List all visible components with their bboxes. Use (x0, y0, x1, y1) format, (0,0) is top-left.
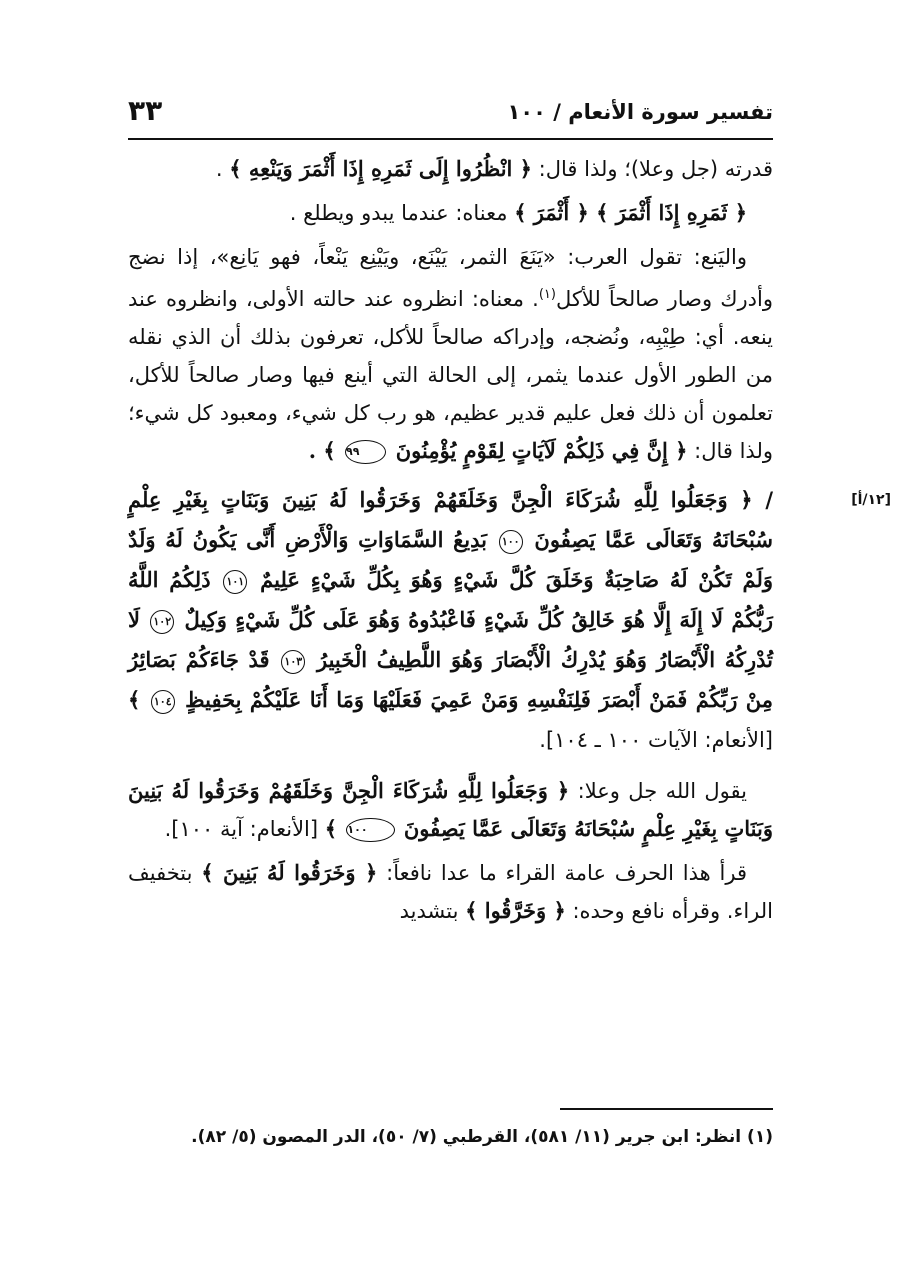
paragraph-text: بتشديد (399, 899, 466, 923)
paragraph-text: واليَنع: تقول العرب: «يَنَعَ الثمر، يَيْنَع، ويَيْنِع يَنْعاً، فهو يَانِع»، إذا نضج وأدرك وصار صالحاً للأكل (128, 245, 773, 311)
verse-close: ﴾ (128, 687, 149, 712)
footnote-marker[interactable]: (١) (538, 287, 556, 302)
quran-quote: ﴿ وَخَرَقُوا لَهُ بَنِينَ ﴾ (201, 860, 378, 885)
ayah-number-badge: ١٠١ (223, 570, 247, 594)
ayah-number-badge: ١٠٠ (346, 818, 394, 842)
running-title: تفسير سورة الأنعام / ١٠٠ (507, 100, 773, 124)
paragraph-text: . معناه: انظروه عند حالته الأولى، وانظروه عند ينعه. أي: طِيْبِه، ونُضجه، وإدراكه صالحاً للأكل، تعرفون بذلك أن الذي نقله من الطور الأول عندما يثمر، إلى الحالة التي أينع فيها وصار صالحاً للأكل، تعلمون أن ذلك فعل عليم قدير عظيم، هو رب كل شيء، ومعبود كل شيء؛ ولذا قال: (128, 287, 773, 463)
verse-text: قَدْ جَاءَكُمْ بَصَائِرُ مِنْ رَبِّكُمْ فَمَنْ أَبْصَرَ فَلِنَفْسِهِ وَمَنْ عَمِيَ فَعَلَيْهَا وَمَا أَنَا عَلَيْكُمْ بِحَفِيظٍ (128, 647, 773, 712)
quran-quote: ﴿ انْظُرُوا إِلَى ثَمَرِهِ إِذَا أَثْمَرَ وَيَنْعِهِ ﴾ (229, 156, 532, 181)
verse-text: لَا تُدْرِكُهُ الْأَبْصَارُ وَهُوَ يُدْرِكُ الْأَبْصَارَ وَهُوَ اللَّطِيفُ الْخَبِيرُ (128, 607, 773, 672)
page-number: ٣٣ (128, 94, 163, 127)
verse-reference: [الأنعام: الآيات ١٠٠ ـ ١٠٤]. (539, 728, 773, 752)
ayah-number-badge: ١٠٢ (150, 610, 174, 634)
paragraph-text: قدرته (جل وعلا)؛ ولذا قال: (532, 157, 773, 181)
page-header (128, 94, 773, 140)
punctuation: . (215, 157, 230, 181)
quran-quote-close: ﴾ . (308, 438, 344, 463)
paragraph-text: معناه: عندما يبدو ويطلع . (289, 201, 515, 225)
quran-quote-close: ﴾ (324, 816, 345, 841)
paragraph-1 (128, 150, 773, 188)
quran-quote: ﴿ وَجَعَلُوا لِلَّهِ شُرَكَاءَ الْجِنَّ وَخَلَقَهُمْ وَخَرَقُوا لَهُ بَنِينَ وَبَنَاتٍ بِغَيْرِ عِلْمٍ سُبْحَانَهُ وَتَعَالَى عَمَّا يَصِفُونَ (128, 778, 773, 841)
quran-verses-block (128, 480, 891, 760)
verse-text: ﴿ وَجَعَلُوا لِلَّهِ شُرَكَاءَ الْجِنَّ وَخَلَقَهُمْ وَخَرَقُوا لَهُ بَنِينَ وَبَنَاتٍ بِغَيْرِ عِلْمٍ سُبْحَانَهُ وَتَعَالَى عَمَّا يَصِفُونَ (128, 487, 773, 552)
paragraph-4 (128, 772, 773, 848)
paragraph-3 (128, 238, 773, 470)
ayah-number-badge: ١٠٠ (499, 530, 523, 554)
page-body (128, 150, 891, 936)
footnote-divider (560, 1108, 773, 1110)
quran-quote: ﴿ ثَمَرِهِ إِذَا أَثْمَرَ ﴾ (596, 200, 747, 225)
quran-quote: ﴿ أَثْمَرَ ﴾ (514, 200, 597, 225)
paragraph-5 (128, 854, 773, 930)
quran-quote: ﴿ وَخَرَّقُوا ﴾ (465, 898, 566, 923)
paragraph-text: يقول الله جل وعلا: (569, 779, 747, 803)
verse-reference: [الأنعام: آية ١٠٠]. (164, 817, 325, 841)
quran-quote: ﴿ إِنَّ فِي ذَلِكُمْ لَآيَاتٍ لِقَوْمٍ يُؤْمِنُونَ (388, 438, 688, 463)
ayah-number-badge: ٩٩ (345, 440, 386, 464)
ayah-number-badge: ١٠٤ (151, 690, 175, 714)
paragraph-text: بتخفيف الراء. وقرأه نافع وحده: (128, 861, 773, 923)
footnote: (١) انظر: ابن جرير (١١/ ٥٨١)، القرطبي (٧/ ٥٠)، الدر المصون (٥/ ٨٢). (191, 1127, 773, 1147)
verse-lead: / (752, 487, 774, 512)
manuscript-page-marker: [١٢/أ] (851, 492, 891, 508)
paragraph-2 (128, 194, 773, 232)
verse-text: ذَلِكُمُ اللَّهُ رَبُّكُمْ لَا إِلَهَ إِلَّا هُوَ خَالِقُ كُلِّ شَيْءٍ فَاعْبُدُوهُ وَهُوَ عَلَى كُلِّ شَيْءٍ وَكِيلٌ (128, 567, 773, 632)
ayah-number-badge: ١٠٣ (281, 650, 305, 674)
paragraph-text: قرأ هذا الحرف عامة القراء ما عدا نافعاً: (377, 861, 747, 885)
verse-text: بَدِيعُ السَّمَاوَاتِ وَالْأَرْضِ أَنَّى يَكُونُ لَهُ وَلَدٌ وَلَمْ تَكُنْ لَهُ صَاحِبَةٌ وَخَلَقَ كُلَّ شَيْءٍ وَهُوَ بِكُلِّ شَيْءٍ عَلِيمٌ (128, 527, 773, 592)
